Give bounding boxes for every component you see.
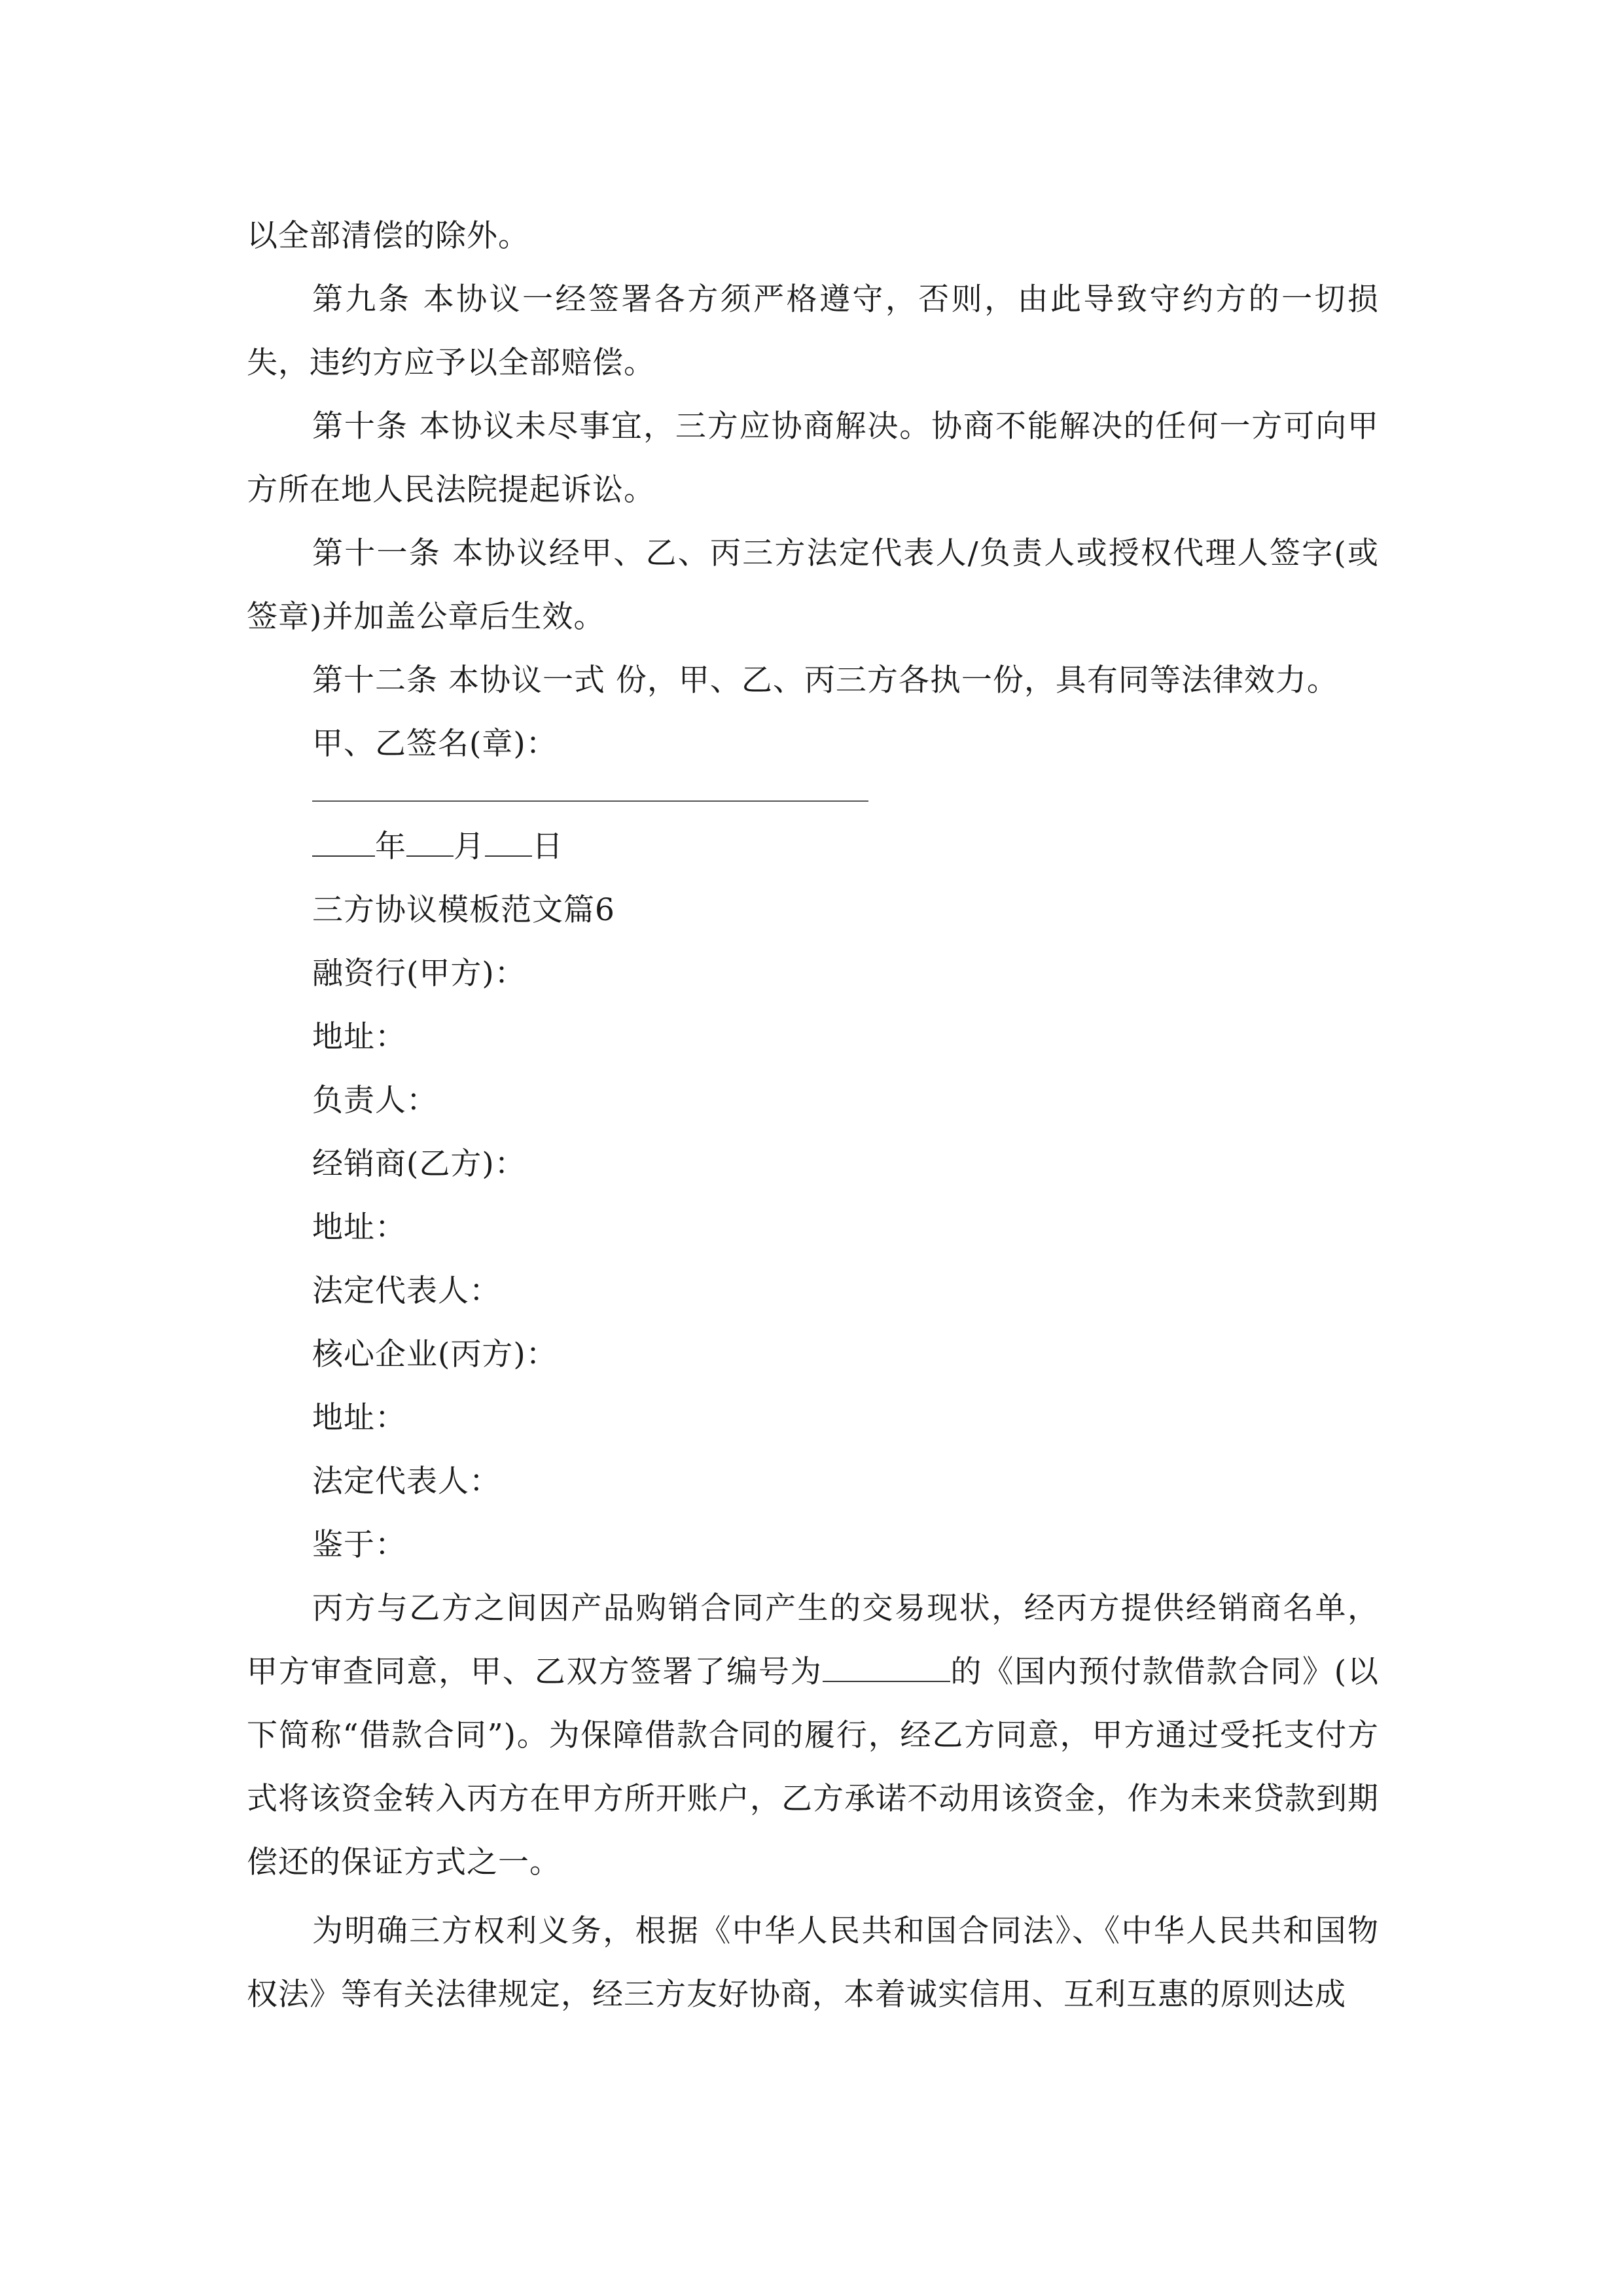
whereas-paragraph-2: 为明确三方权利义务，根据《中华人民共和国合同法》、《中华人民共和国物权法》等有关法律规定，经三方友好协商，本着诚实信用、互利互惠的原则达成: [247, 1913, 1379, 2013]
section-title: 三方协议模板范文篇6: [312, 892, 615, 928]
date-year-label: 年: [375, 829, 406, 865]
article-12: 第十二条 本协议一式 份，甲、乙、丙三方各执一份，具有同等法律效力。: [312, 662, 1338, 698]
party-a-address: 地址：: [312, 1019, 406, 1055]
party-c-label: 核心企业(丙方)：: [312, 1336, 558, 1372]
article-11: 第十一条 本协议经甲、乙、丙三方法定代表人/负责人或授权代理人签字(或签章)并加盖公章后生效。: [247, 535, 1379, 635]
blank-year: [312, 829, 375, 857]
party-b-address: 地址：: [312, 1210, 406, 1246]
party-c-rep: 法定代表人：: [312, 1463, 501, 1499]
signature-label: 甲、乙签名(章)：: [312, 726, 558, 762]
party-b-rep: 法定代表人：: [312, 1273, 501, 1309]
party-a-person: 负责人：: [312, 1083, 438, 1119]
signature-line: [312, 800, 868, 802]
party-a-label: 融资行(甲方)：: [312, 956, 526, 992]
blank-contract-number: [823, 1655, 950, 1682]
blank-day: [485, 829, 532, 857]
article-10: 第十条 本协议未尽事宜，三方应协商解决。协商不能解决的任何一方可向甲方所在地人民法院提起诉讼。: [247, 408, 1379, 508]
article-9: 第九条 本协议一经签署各方须严格遵守，否则，由此导致守约方的一切损失，违约方应予以全部赔偿。: [247, 281, 1379, 381]
blank-month: [406, 829, 454, 857]
date-line: [247, 815, 1379, 878]
document-body: [247, 204, 1379, 2026]
paragraph-continuation: 以全部清偿的除外。: [247, 218, 529, 254]
date-month-label: 月: [454, 829, 485, 865]
date-day-label: 日: [532, 829, 563, 865]
whereas-p1-part-a: 丙方与乙方之间因产品购销合同产生的交易现状，经丙方提供经销商名单，甲方审查同意，甲、乙双方签署了编号为: [247, 1590, 1379, 1690]
party-b-label: 经销商(乙方)：: [312, 1146, 526, 1182]
whereas-paragraph-1: [247, 1577, 1379, 1894]
party-c-address: 地址：: [312, 1400, 406, 1436]
whereas-heading: 鉴于：: [312, 1527, 406, 1563]
whereas-p1-part-b: 的《国内预付款借款合同》(以下简称“借款合同”)。为保障借款合同的履行，经乙方同意，甲方通过受托支付方式将该资金转入丙方在甲方所开账户，乙方承诺不动用该资金，作为未来贷款到期偿还的保证方式之一。: [247, 1654, 1379, 1880]
